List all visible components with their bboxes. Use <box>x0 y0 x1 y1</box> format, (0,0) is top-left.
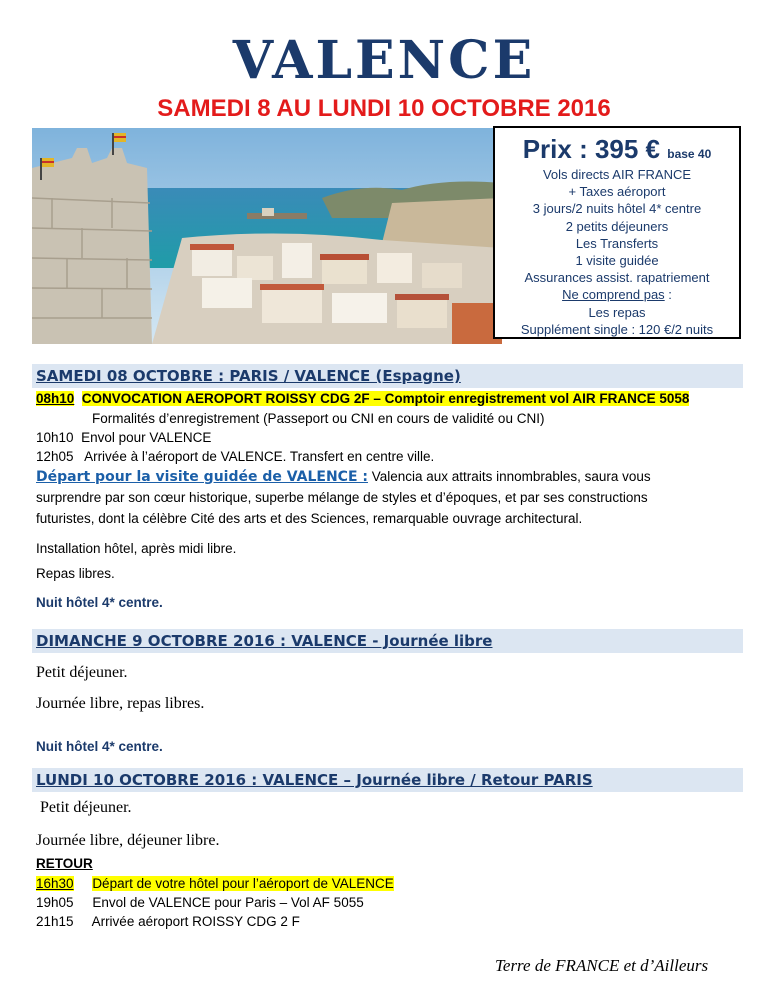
time-0810: 08h10 <box>36 391 75 406</box>
day1-line-formalites: Formalités d’enregistrement (Passeport ou CNI en cours de validité ou CNI) <box>92 411 545 426</box>
excluded-item: Supplément single : 120 €/2 nuits <box>520 321 714 337</box>
time-1010: 10h10 <box>36 430 74 445</box>
arrivee-text: Arrivée à l’aéroport de VALENCE. Transfert en centre ville. <box>84 449 435 464</box>
day1-line-arrivee <box>36 449 434 464</box>
price-item: 2 petits déjeuners <box>565 218 669 234</box>
trip-dates: SAMEDI 8 AU LUNDI 10 OCTOBRE 2016 <box>157 95 611 122</box>
day3-journee: Journée libre, déjeuner libre. <box>36 832 220 849</box>
price-item: Vols directs AIR FRANCE <box>542 167 692 182</box>
retour-heading: RETOUR <box>36 856 93 871</box>
excluded-item: Les repas <box>588 304 646 320</box>
price-included-list <box>495 166 739 338</box>
price-item: Les Transferts <box>575 235 659 251</box>
day2-heading <box>32 629 743 653</box>
price-item: 3 jours/2 nuits hôtel 4* centre <box>532 201 702 217</box>
footer-agency: Terre de FRANCE et d’Ailleurs <box>495 956 709 975</box>
retour-arrivee-text: Arrivée aéroport ROISSY CDG 2 F <box>91 914 300 929</box>
valence-coast-photo <box>32 128 502 344</box>
retour-line-3 <box>36 914 300 929</box>
day3-heading <box>32 768 743 792</box>
day2-nuit: Nuit hôtel 4* centre. <box>36 739 163 754</box>
visit-line-3: futuristes, dont la célèbre Cité des arts et des Sciences, remarquable ouvrage architectural. <box>36 511 583 526</box>
visit-line-2: surprendre par son cœur historique, superbe mélange de styles et d’époques, et par ses constructions <box>36 490 648 505</box>
day2-journee: Journée libre, repas libres. <box>36 695 205 712</box>
excluded-colon: : <box>664 287 672 303</box>
day3-petit-dejeuner: Petit déjeuner. <box>40 799 132 816</box>
day1-heading-text: SAMEDI 08 OCTOBRE : PARIS / VALENCE (Espagne) <box>36 367 461 385</box>
envol-text: Envol pour VALENCE <box>81 430 212 445</box>
day1-line-envol <box>36 430 211 445</box>
day2-petit-dejeuner: Petit déjeuner. <box>36 664 128 681</box>
day1-install: Installation hôtel, après midi libre. <box>36 541 237 556</box>
retour-depart-text: Départ de votre hôtel pour l’aéroport de VALENCE <box>92 876 394 891</box>
time-1630: 16h30 <box>36 876 74 891</box>
price-base: base 40 <box>667 147 712 161</box>
page-title: VALENCE <box>232 30 536 91</box>
visit-text-1: Valencia aux attraits innombrables, saura vous <box>371 469 651 484</box>
time-2115: 21h15 <box>36 914 74 929</box>
day1-heading <box>32 364 743 388</box>
day1-line-convocation <box>36 391 689 406</box>
time-1905: 19h05 <box>36 895 74 910</box>
time-1205: 12h05 <box>36 449 74 464</box>
convocation-text: CONVOCATION AEROPORT ROISSY CDG 2F – Comptoir enregistrement vol AIR FRANCE 5058 <box>81 391 690 406</box>
retour-envol-text: Envol de VALENCE pour Paris – Vol AF 5055 <box>92 895 364 910</box>
price-label: Prix : 395 € <box>522 134 661 164</box>
price-header <box>495 134 739 165</box>
day2-heading-text: DIMANCHE 9 OCTOBRE 2016 : VALENCE - Journée libre <box>36 632 493 650</box>
visit-line-1 <box>36 469 651 485</box>
retour-line-1 <box>36 876 394 891</box>
price-item: + Taxes aéroport <box>568 184 666 200</box>
price-item: 1 visite guidée <box>575 253 659 269</box>
retour-line-2 <box>36 895 364 910</box>
visit-title: Départ pour la visite guidée de VALENCE : <box>36 469 368 485</box>
excluded-heading <box>495 286 739 303</box>
excluded-label: Ne comprend pas <box>562 287 665 303</box>
price-item: Assurances assist. rapatriement <box>524 270 710 286</box>
day1-nuit: Nuit hôtel 4* centre. <box>36 595 163 610</box>
price-box <box>493 126 741 339</box>
day3-heading-text: LUNDI 10 OCTOBRE 2016 : VALENCE – Journée libre / Retour PARIS <box>36 771 593 789</box>
day1-repas: Repas libres. <box>36 566 115 581</box>
